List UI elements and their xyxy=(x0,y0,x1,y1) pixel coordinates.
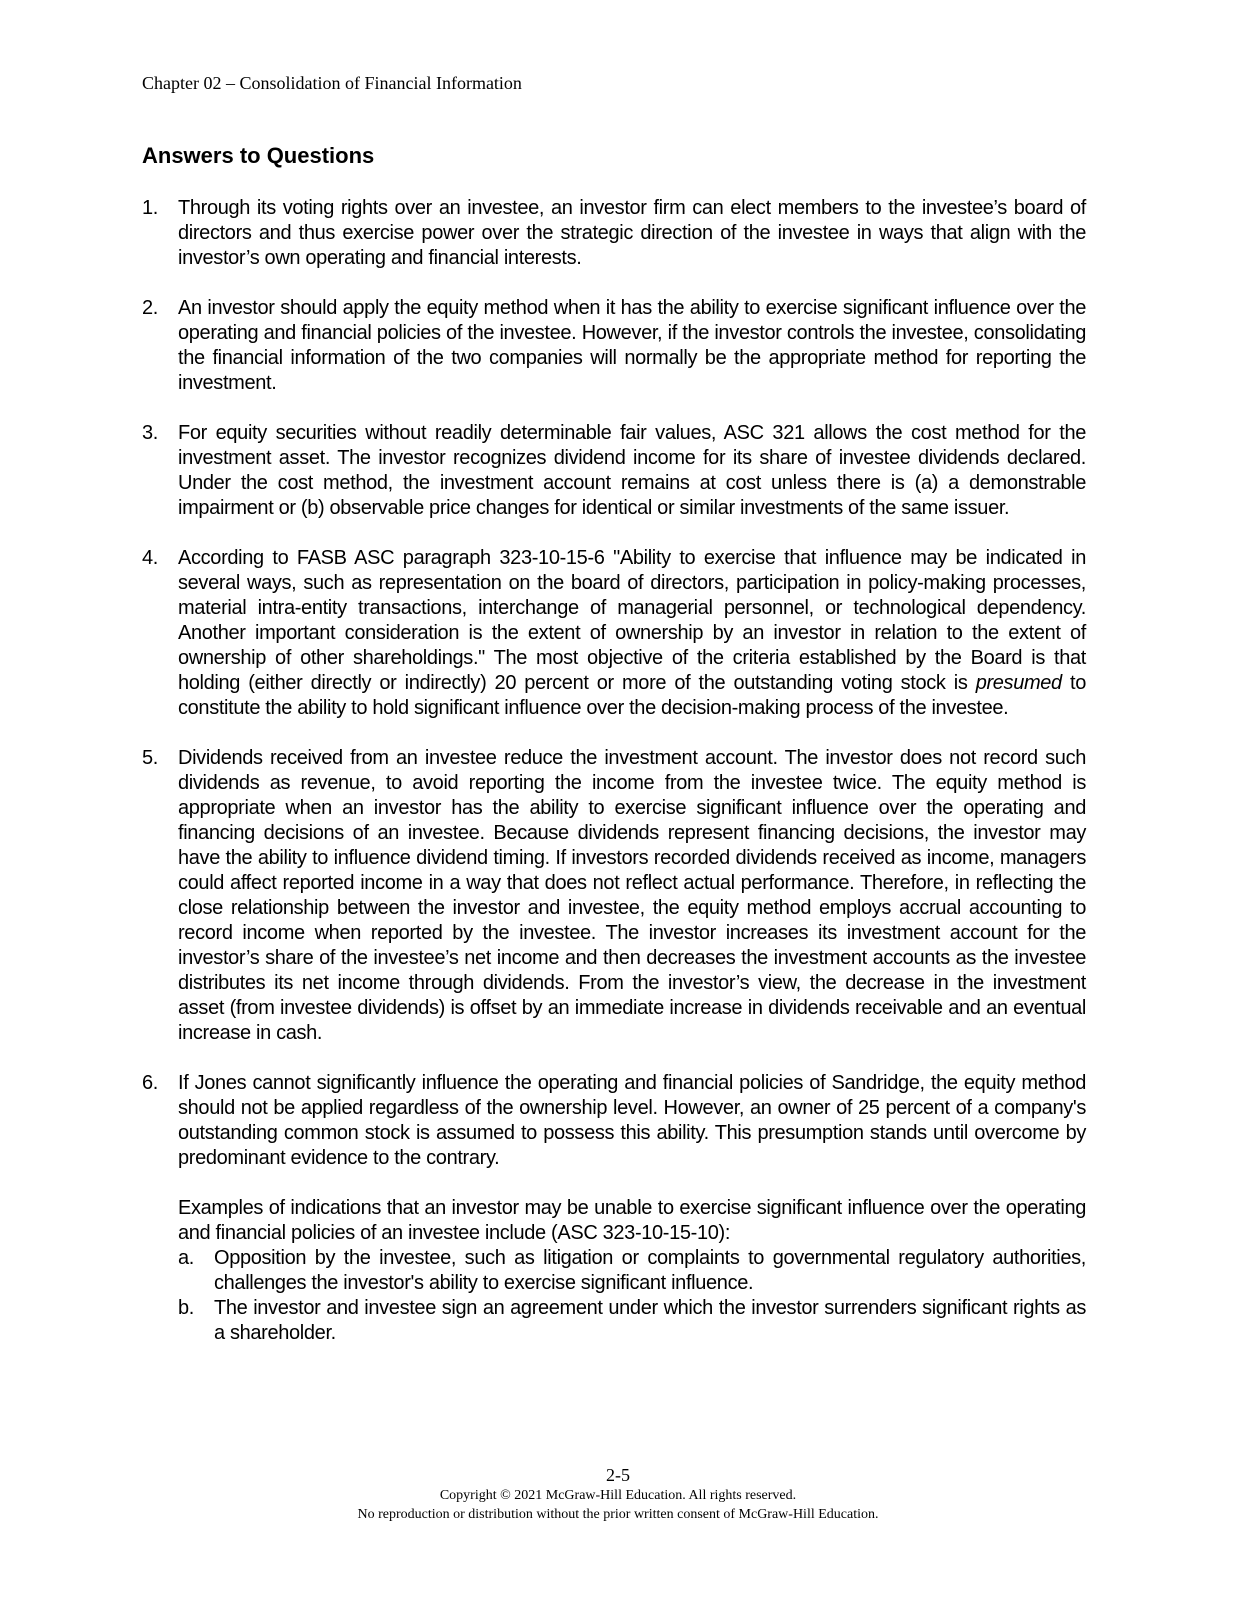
indication-text: The investor and investee sign an agreement under which the investor surrenders significant rights as a shareholder. xyxy=(214,1297,1086,1344)
answers-list xyxy=(142,196,1086,1371)
answer-item-1 xyxy=(142,196,1086,271)
answer-text-part: According to FASB ASC paragraph 323-10-15-6 "Ability to exercise that influence may be indicated in several ways, such as representation on the board of directors, participation in policy-making processes, material intra-entity transactions, interchange of managerial personnel, or technological dependency. Another important consideration is the extent of ownership by an investor in relation to the extent of ownership of other shareholdings." The most objective of the criteria established by the Board is that holding (either directly or indirectly) 20 percent or more of the outstanding voting stock is xyxy=(178,547,1086,694)
copyright-notice: Copyright © 2021 McGraw-Hill Education. All rights reserved. xyxy=(439,1488,797,1503)
reproduction-notice: No reproduction or distribution without the prior written consent of McGraw-Hill Education. xyxy=(357,1507,879,1522)
answer-item-2 xyxy=(142,296,1086,396)
answer-text: If Jones cannot significantly influence the operating and financial policies of Sandridge, the equity method should not be applied regardless of the ownership level. However, an owner of 25 percent of a company's outstanding common stock is assumed to possess this ability. This presumption stands until overcome by predominant evidence to the contrary. xyxy=(178,1072,1086,1169)
answer-text: Dividends received from an investee reduce the investment account. The investor does not record such dividends as revenue, to avoid reporting the income from the investee twice. The equity method is appropriate when an investor has the ability to exercise significant influence over the operating and financing decisions of an investee. Because dividends represent financing decisions, the investor may have the ability to influence dividend timing. If investors recorded dividends received as income, managers could affect reported income in a way that does not reflect actual performance. Therefore, in reflecting the close relationship between the investor and investee, the equity method employs accrual accounting to record income when reported by the investee. The investor increases its investment account for the investor’s share of the investee’s net income and then decreases the investment accounts as the investee distributes its net income through dividends. From the investor’s view, the decrease in the investment asset (from investee dividends) is offset by an immediate increase in dividends receivable and an eventual increase in cash. xyxy=(178,747,1086,1044)
emphasized-word: presumed xyxy=(975,672,1062,694)
answer-number: 4. xyxy=(142,547,158,569)
answer-text: An investor should apply the equity method when it has the ability to exercise significant influence over the operating and financial policies of the investee. However, if the investor controls the investee, consolidating the financial information of the two companies will normally be the appropriate method for reporting the investment. xyxy=(178,297,1086,394)
answer-item-3 xyxy=(142,421,1086,521)
indication-text: Opposition by the investee, such as litigation or complaints to governmental regulatory authorities, challenges the investor's ability to exercise significant influence. xyxy=(214,1247,1086,1294)
page-number: 2-5 xyxy=(606,1465,630,1485)
answer-item-5 xyxy=(142,746,1086,1046)
answer-number: 2. xyxy=(142,297,158,319)
indications-list xyxy=(178,1246,1086,1346)
answer-item-4 xyxy=(142,546,1086,721)
page-footer xyxy=(0,1464,1236,1524)
answer-text-continued: Examples of indications that an investor may be unable to exercise significant influence over the operating and financial policies of an investee include (ASC 323-10-15-10): xyxy=(178,1197,1086,1244)
answer-item-6 xyxy=(142,1071,1086,1346)
indication-item-b xyxy=(178,1296,1086,1346)
answer-number: 1. xyxy=(142,197,158,219)
indication-letter: b. xyxy=(178,1297,194,1319)
section-title: Answers to Questions xyxy=(142,143,375,168)
chapter-header: Chapter 02 – Consolidation of Financial Information xyxy=(142,73,522,93)
answer-text: Through its voting rights over an investee, an investor firm can elect members to the investee’s board of directors and thus exercise power over the strategic direction of the investee in ways that align with the investor’s own operating and financial interests. xyxy=(178,197,1086,269)
answer-number: 5. xyxy=(142,747,158,769)
indication-letter: a. xyxy=(178,1247,194,1269)
answer-number: 3. xyxy=(142,422,158,444)
answer-text-part: to constitute the ability to hold significant influence over the decision-making process of the investee. xyxy=(178,672,1086,719)
answer-text xyxy=(178,546,1086,721)
indication-item-a xyxy=(178,1246,1086,1296)
answer-text: For equity securities without readily determinable fair values, ASC 321 allows the cost method for the investment asset. The investor recognizes dividend income for its share of investee dividends declared. Under the cost method, the investment account remains at cost unless there is (a) a demonstrable impairment or (b) observable price changes for identical or similar investments of the same issuer. xyxy=(178,422,1086,519)
answer-number: 6. xyxy=(142,1072,158,1094)
